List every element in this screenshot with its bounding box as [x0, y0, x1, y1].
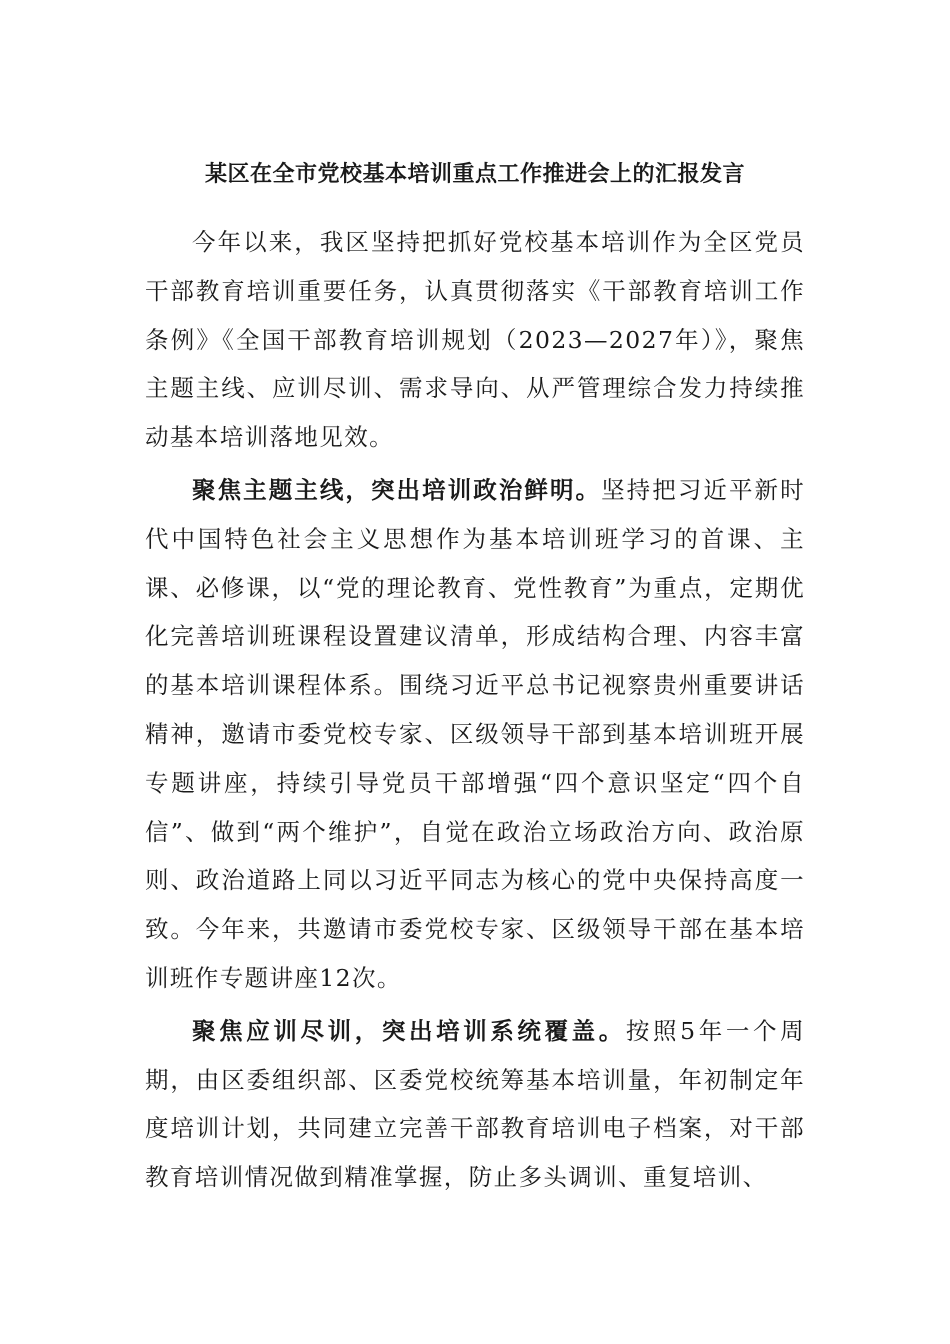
paragraph-text: 按照5年一个周期，由区委组织部、区委党校统筹基本培训量，年初制定年度培训计划，共同建立完善干部教育培训电子档案，对干部教育培训情况做到精准掌握，防止多头调训、重复培训、 — [145, 1016, 805, 1192]
paragraph-coverage — [145, 1007, 805, 1202]
paragraph-theme — [145, 466, 805, 1003]
paragraph-heading: 聚焦主题主线，突出培训政治鲜明。 — [192, 475, 602, 504]
document-title: 某区在全市党校基本培训重点工作推进会上的汇报发言 — [204, 161, 745, 187]
paragraph-text: 今年以来，我区坚持把抓好党校基本培训作为全区党员干部教育培训重要任务，认真贯彻落实《干部教育培训工作条例》《全国干部教育培训规划（2023—2027年）》，聚焦主题主线、应训尽训、需求导向、从严管理综合发力持续推动基本培训落地见效。 — [145, 228, 805, 452]
paragraph-intro — [145, 218, 805, 462]
paragraph-heading: 聚焦应训尽训，突出培训系统覆盖。 — [192, 1016, 626, 1045]
document-body — [145, 218, 805, 1206]
paragraph-text: 坚持把习近平新时代中国特色社会主义思想作为基本培训班学习的首课、主课、必修课，以“党的理论教育、党性教育”为重点，定期优化完善培训班课程设置建议清单，形成结构合理、内容丰富的基本培训课程体系。围绕习近平总书记视察贵州重要讲话精神，邀请市委党校专家、区级领导干部到基本培训班开展专题讲座，持续引导党员干部增强“四个意识坚定“四个自信”、做到“两个维护”，自觉在政治立场政治方向、政治原则、政治道路上同以习近平同志为核心的党中央保持高度一致。今年来，共邀请市委党校专家、区级领导干部在基本培训班作专题讲座12次。 — [145, 475, 805, 992]
